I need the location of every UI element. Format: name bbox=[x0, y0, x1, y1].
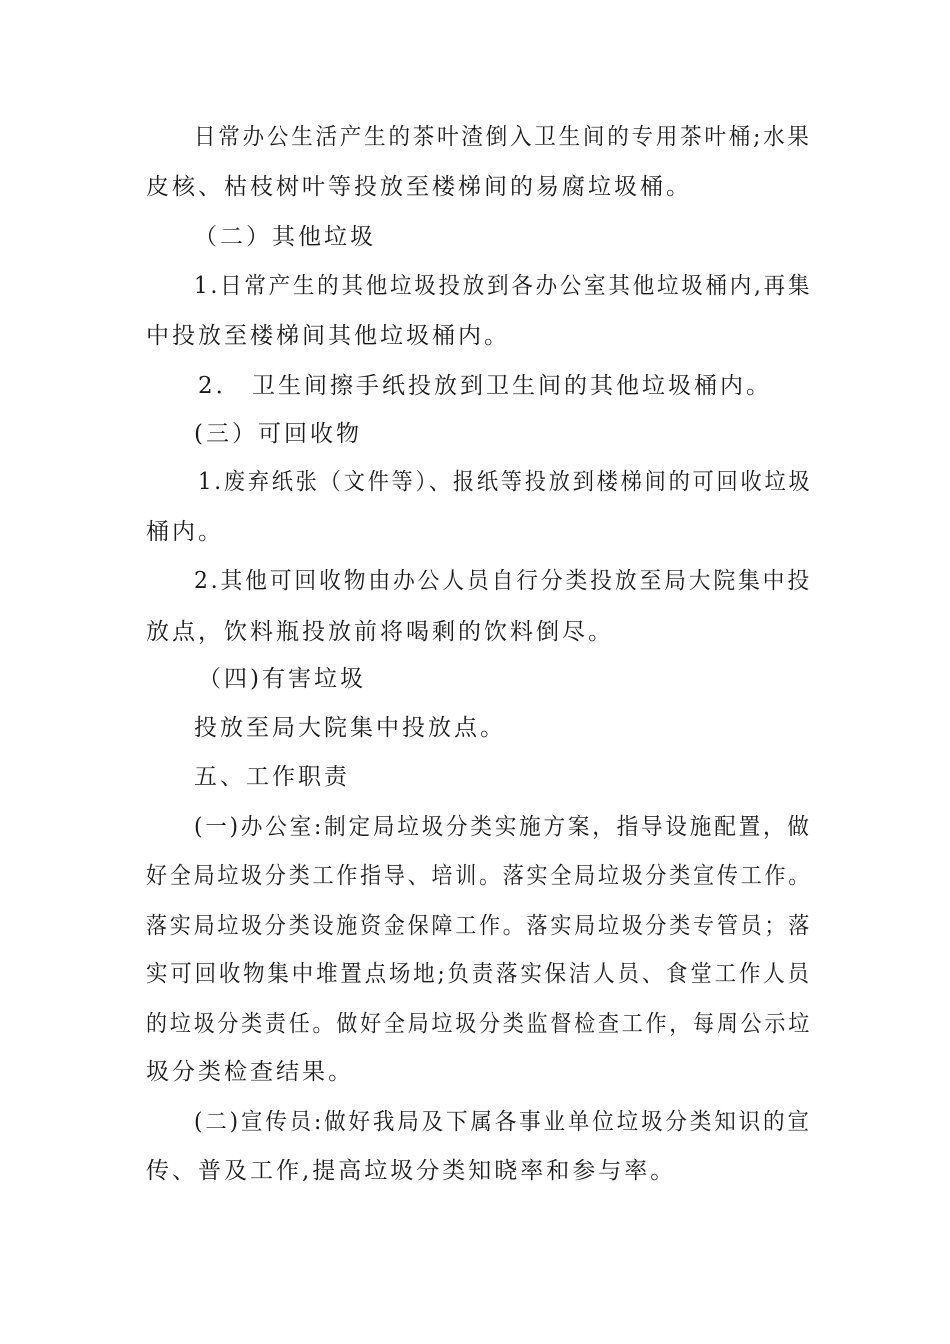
body-text-line: 日常办公生活产生的茶叶渣倒入卫生间的专用茶叶桶;水果 bbox=[194, 124, 812, 150]
body-text-line: 圾分类检查结果。 bbox=[146, 1059, 354, 1085]
body-text-line: 实可回收物集中堆置点场地;负责落实保洁人员、食堂工作人员 bbox=[146, 961, 812, 987]
body-text-line: (一)办公室:制定局垃圾分类实施方案，指导设施配置，做 bbox=[194, 814, 812, 840]
body-text-line: 放点，饮料瓶投放前将喝剩的饮料倒尽。 bbox=[146, 619, 614, 645]
body-text-line: 2.其他可回收物由办公人员自行分类投放至局大院集中投 bbox=[194, 568, 812, 594]
body-text-line: (二)宣传员:做好我局及下属各事业单位垃圾分类知识的宣 bbox=[194, 1109, 812, 1135]
body-text-line: 落实局垃圾分类设施资金保障工作。落实局垃圾分类专管员；落 bbox=[146, 913, 812, 939]
body-text-line: 1.废弃纸张（文件等）、报纸等投放到楼梯间的可回收垃圾 bbox=[198, 469, 813, 495]
body-text-line: 传、普及工作,提高垃圾分类知晓率和参与率。 bbox=[146, 1158, 677, 1184]
body-text-line: 好全局垃圾分类工作指导、培训。落实全局垃圾分类宣传工作。 bbox=[146, 863, 812, 889]
section-heading-other-waste: （二）其他垃圾 bbox=[194, 224, 376, 250]
body-text-line: 的垃圾分类责任。做好全局垃圾分类监督检查工作，每周公示垃 bbox=[146, 1011, 812, 1037]
body-text-line: 投放至局大院集中投放点。 bbox=[194, 715, 506, 741]
body-text-line: 1.日常产生的其他垃圾投放到各办公室其他垃圾桶内,再集 bbox=[194, 273, 813, 299]
body-text-line: 2． 卫生间擦手纸投放到卫生间的其他垃圾桶内。 bbox=[198, 373, 772, 399]
section-heading-duties: 五、工作职责 bbox=[194, 764, 350, 790]
body-text-line: 中投放至楼梯间其他垃圾桶内。 bbox=[146, 323, 510, 349]
section-heading-recyclables: (三）可回收物 bbox=[194, 421, 362, 447]
body-text-line: 桶内。 bbox=[146, 519, 224, 545]
body-text-line: 皮核、枯枝树叶等投放至楼梯间的易腐垃圾桶。 bbox=[146, 174, 692, 200]
section-heading-hazardous-waste: （四)有害垃圾 bbox=[198, 666, 366, 692]
